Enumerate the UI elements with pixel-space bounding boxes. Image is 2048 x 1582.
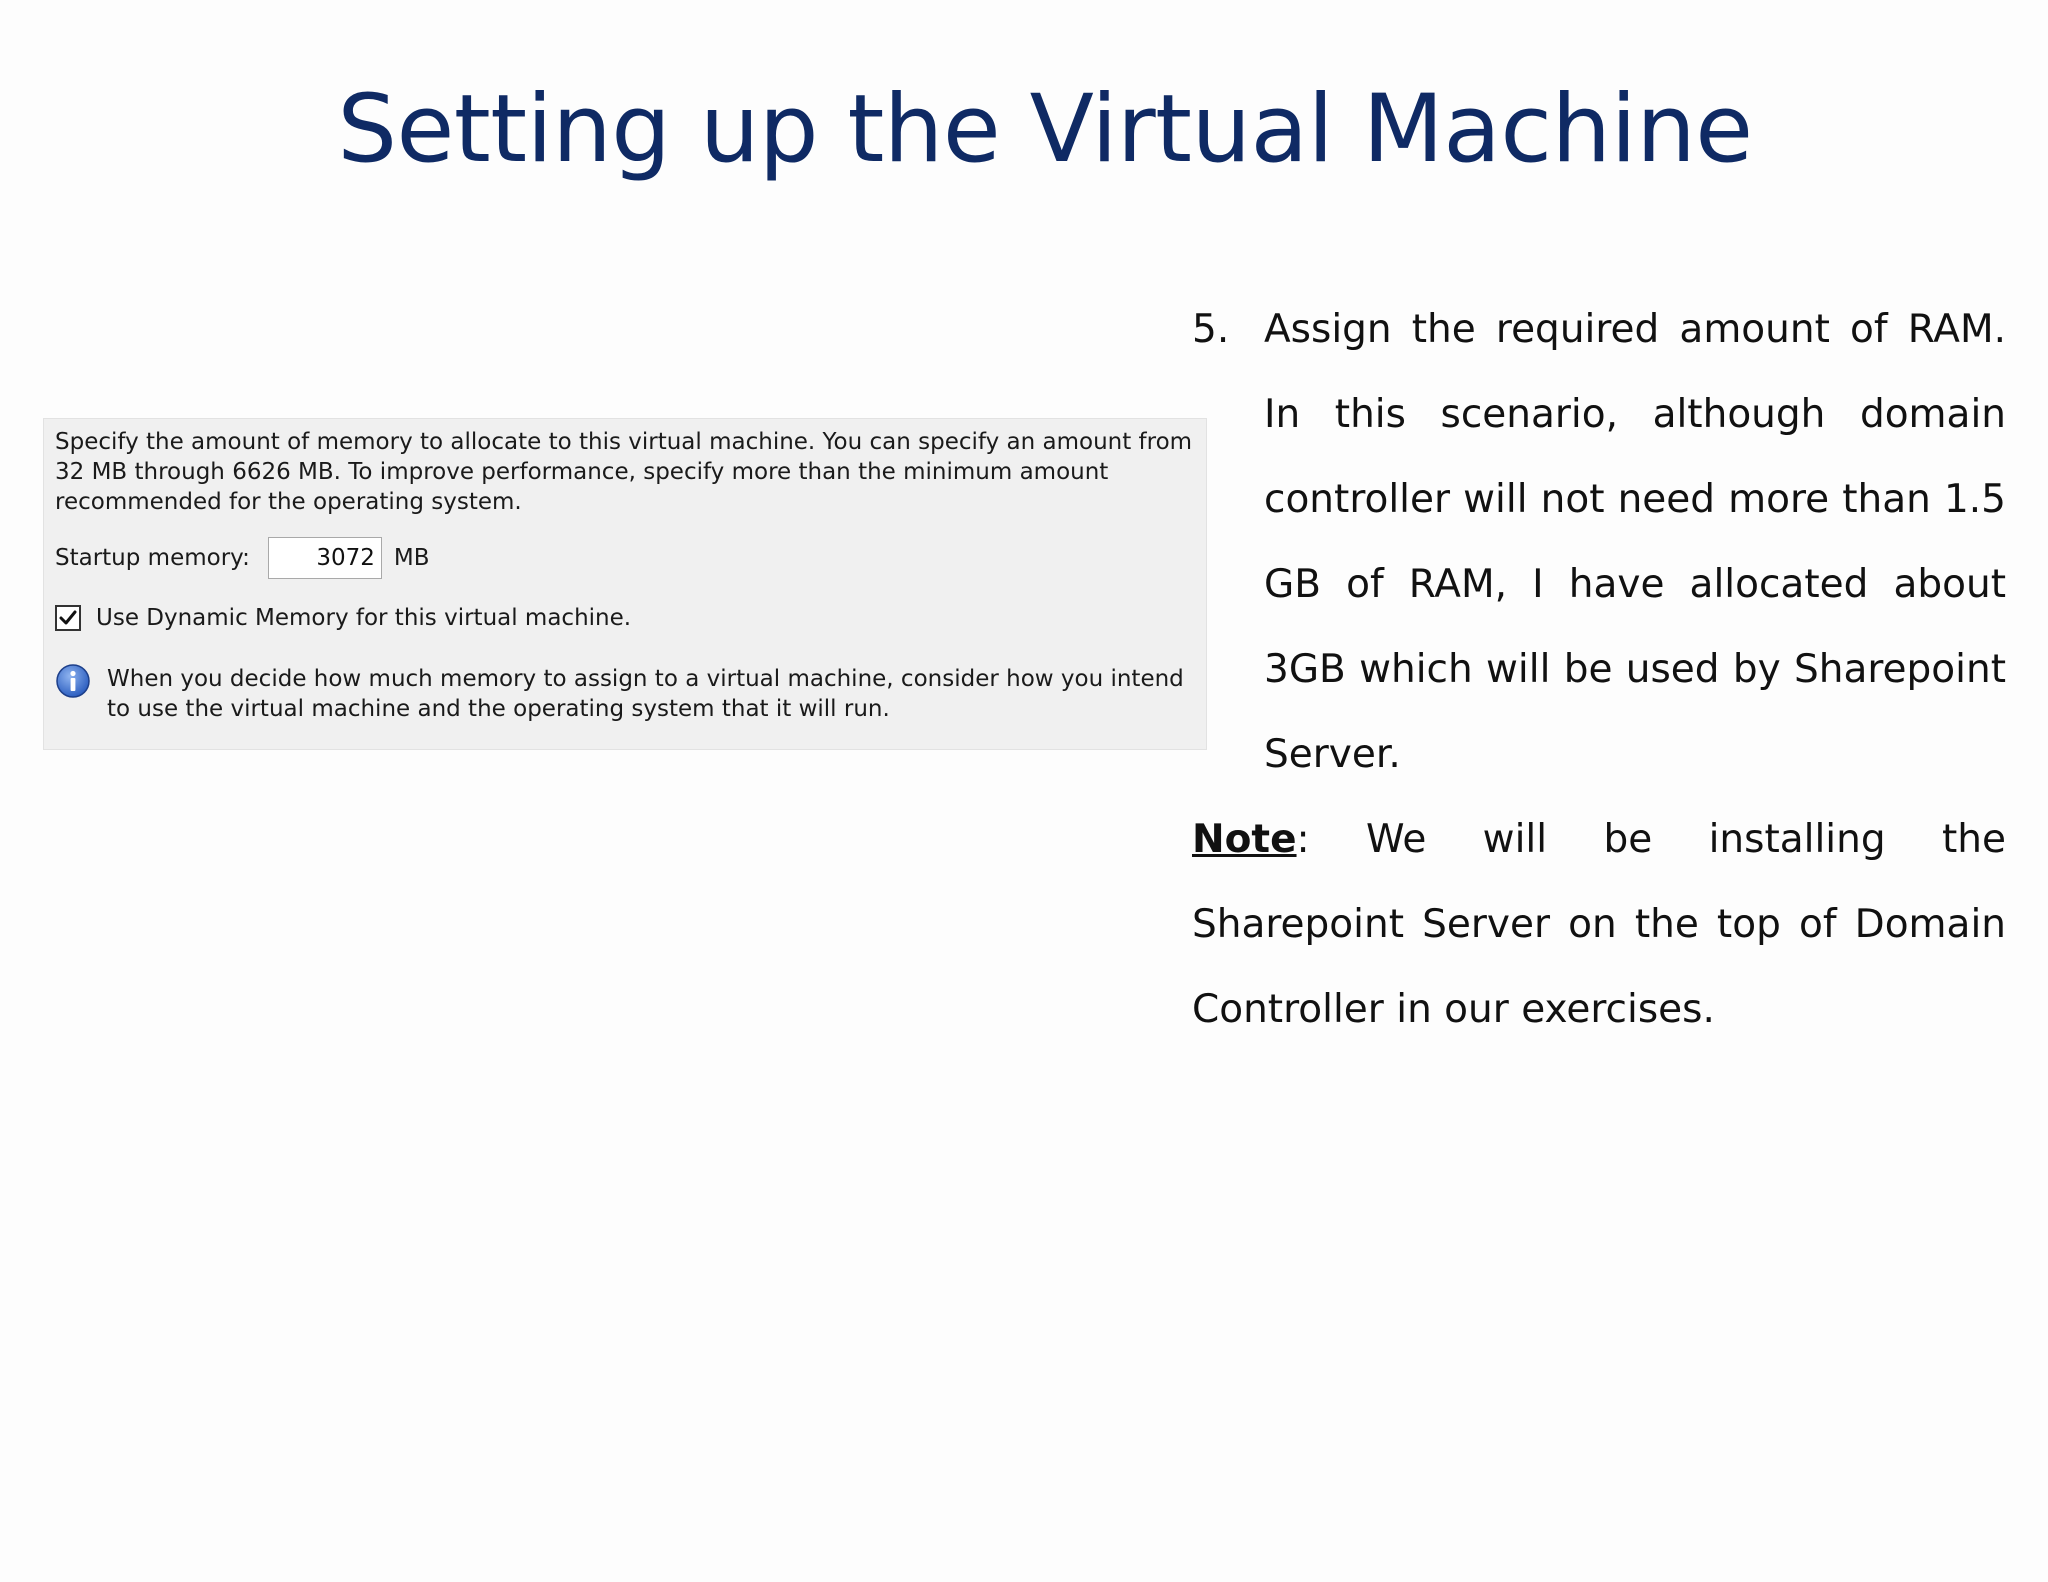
dynamic-memory-checkbox[interactable] <box>55 605 81 631</box>
step-number: 5. <box>1192 307 1230 352</box>
dynamic-memory-label: Use Dynamic Memory for this virtual machine. <box>96 605 632 631</box>
startup-memory-row <box>55 535 429 581</box>
note-paragraph <box>1192 797 2006 1052</box>
info-icon <box>55 663 91 699</box>
step-5 <box>1192 287 2006 797</box>
info-note <box>55 663 1195 724</box>
step-text: Assign the required amount of RAM. In this scenario, although domain controller will not need more than 1.5 GB of RAM, I have allocated about 3GB which will be used by Sharepoint Server. <box>1264 307 2006 777</box>
instructions-column <box>1192 287 2006 1052</box>
dynamic-memory-option[interactable] <box>55 605 631 631</box>
note-label: Note <box>1192 817 1297 862</box>
memory-dialog-screenshot <box>43 418 1207 750</box>
check-mark-icon <box>58 608 78 628</box>
startup-memory-unit: MB <box>393 545 430 571</box>
note-text: : We will be installing the Sharepoint Server on the top of Domain Controller in our exercises. <box>1192 817 2006 1032</box>
slide-title: Setting up the Virtual Machine <box>337 75 1753 184</box>
startup-memory-input[interactable] <box>268 537 382 579</box>
startup-memory-label: Startup memory: <box>55 545 250 571</box>
memory-description: Specify the amount of memory to allocate to this virtual machine. You can specify an amount from 32 MB through 6626 MB. To improve performance, specify more than the minimum amount recommended for the operating system. <box>55 429 1193 515</box>
info-text: When you decide how much memory to assign to a virtual machine, consider how you intend to use the virtual machine and the operating system that it will run. <box>107 666 1184 722</box>
